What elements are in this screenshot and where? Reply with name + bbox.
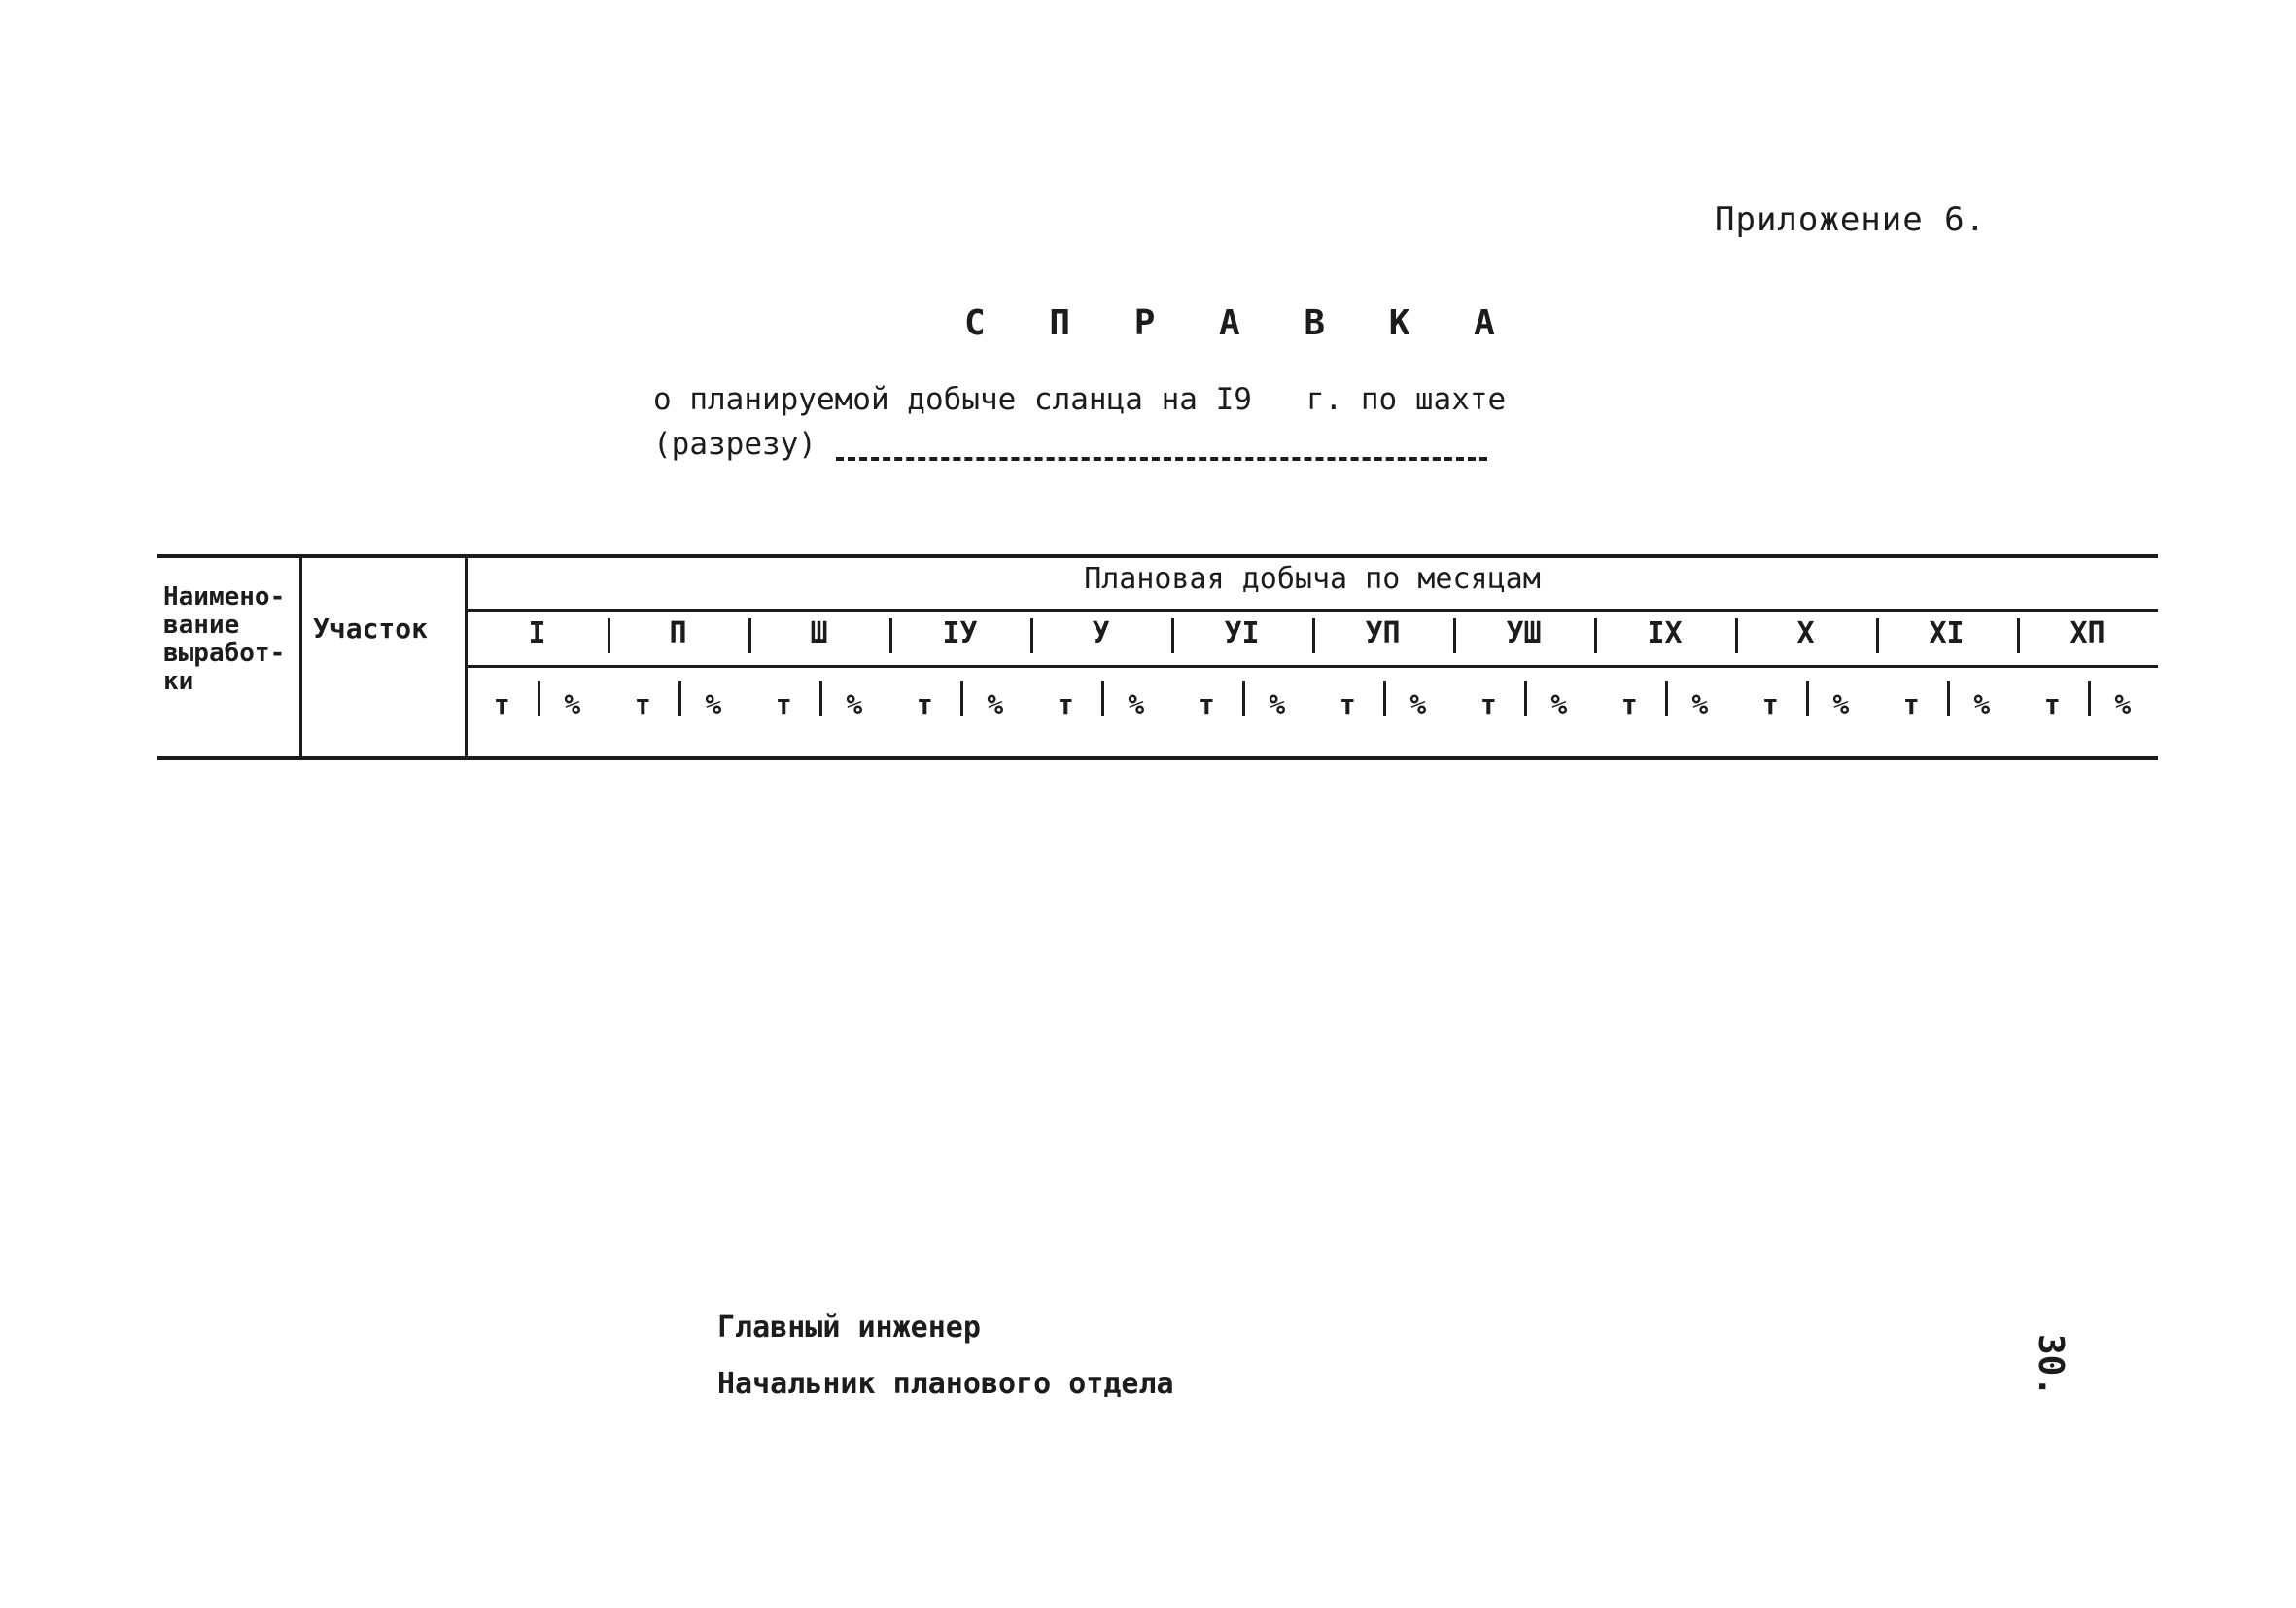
unit-percent: % <box>564 688 581 720</box>
month-separator <box>889 618 892 653</box>
header-working-name-line: вание <box>163 611 240 640</box>
unit-tonnes: т <box>1057 688 1074 720</box>
unit-tonnes: т <box>916 688 933 720</box>
unit-separator <box>1383 681 1386 716</box>
unit-separator <box>538 681 540 716</box>
month-header: X <box>1796 616 1815 650</box>
header-working-name-line: ки <box>163 667 194 696</box>
month-header: IУ <box>942 616 978 650</box>
month-separator <box>1171 618 1174 653</box>
unit-percent: % <box>705 688 722 720</box>
header-working-name-line: Наимено- <box>163 582 286 612</box>
month-header: УП <box>1365 616 1401 650</box>
month-header: У <box>1092 616 1110 650</box>
month-header: УI <box>1224 616 1260 650</box>
month-separator <box>1594 618 1597 653</box>
table-group-rule <box>467 609 2158 612</box>
signature-chief-engineer: Главный инженер <box>717 1311 981 1345</box>
subtitle-line-2 <box>653 422 1506 467</box>
unit-tonnes: т <box>493 688 510 720</box>
fill-in-blank-line <box>836 457 1487 461</box>
table-month-rule <box>467 665 2158 668</box>
signature-planning-head: Начальник планового отдела <box>717 1367 1174 1401</box>
month-header: XП <box>2070 616 2105 650</box>
unit-percent: % <box>1269 688 1286 720</box>
unit-percent: % <box>1550 688 1568 720</box>
month-separator <box>1453 618 1456 653</box>
month-separator <box>2017 618 2020 653</box>
table-bottom-rule <box>157 756 2158 760</box>
unit-tonnes: т <box>1479 688 1497 720</box>
header-working-name-line: выработ- <box>163 639 286 668</box>
header-section: Участок <box>313 612 429 645</box>
month-separator <box>1030 618 1033 653</box>
unit-percent: % <box>1832 688 1850 720</box>
table-top-rule <box>157 554 2158 558</box>
column-separator-name <box>299 558 302 756</box>
unit-separator <box>1947 681 1950 716</box>
month-header: XI <box>1929 616 1965 650</box>
unit-tonnes: т <box>2043 688 2061 720</box>
unit-separator <box>1665 681 1668 716</box>
appendix-label: Приложение 6. <box>1715 200 1987 239</box>
month-header: I <box>528 616 546 650</box>
month-separator <box>1312 618 1315 653</box>
unit-separator <box>960 681 963 716</box>
header-working-name <box>163 583 285 696</box>
unit-percent: % <box>987 688 1004 720</box>
month-header: Ш <box>810 616 828 650</box>
unit-tonnes: т <box>1339 688 1356 720</box>
month-separator <box>748 618 751 653</box>
unit-percent: % <box>1691 688 1709 720</box>
unit-percent: % <box>2114 688 2132 720</box>
unit-separator <box>678 681 681 716</box>
unit-tonnes: т <box>1902 688 1920 720</box>
month-header: IX <box>1647 616 1683 650</box>
subtitle-line-1: о планируемой добыче сланца на I9 г. по шахте <box>653 382 1507 417</box>
unit-tonnes: т <box>1761 688 1779 720</box>
unit-percent: % <box>1973 688 1991 720</box>
unit-separator <box>1101 681 1104 716</box>
unit-separator <box>819 681 822 716</box>
unit-percent: % <box>846 688 863 720</box>
unit-separator <box>1806 681 1809 716</box>
month-separator <box>608 618 610 653</box>
month-separator <box>1876 618 1879 653</box>
month-header: П <box>669 616 687 650</box>
production-plan-table <box>157 554 2158 760</box>
document-title: С П Р А В К А <box>964 303 1516 343</box>
header-planned-production: Плановая добыча по месяцам <box>1084 562 1541 596</box>
page-number: 30. <box>2031 1334 2070 1398</box>
unit-percent: % <box>1128 688 1145 720</box>
document-subtitle <box>653 377 1506 467</box>
unit-separator <box>1242 681 1245 716</box>
unit-separator <box>1524 681 1527 716</box>
month-header: УШ <box>1506 616 1542 650</box>
unit-tonnes: т <box>1620 688 1638 720</box>
month-separator <box>1735 618 1738 653</box>
unit-percent: % <box>1409 688 1427 720</box>
unit-separator <box>2088 681 2091 716</box>
unit-tonnes: т <box>1198 688 1215 720</box>
unit-tonnes: т <box>634 688 651 720</box>
unit-tonnes: т <box>775 688 792 720</box>
subtitle-line-2-text: (разрезу) <box>653 427 817 462</box>
